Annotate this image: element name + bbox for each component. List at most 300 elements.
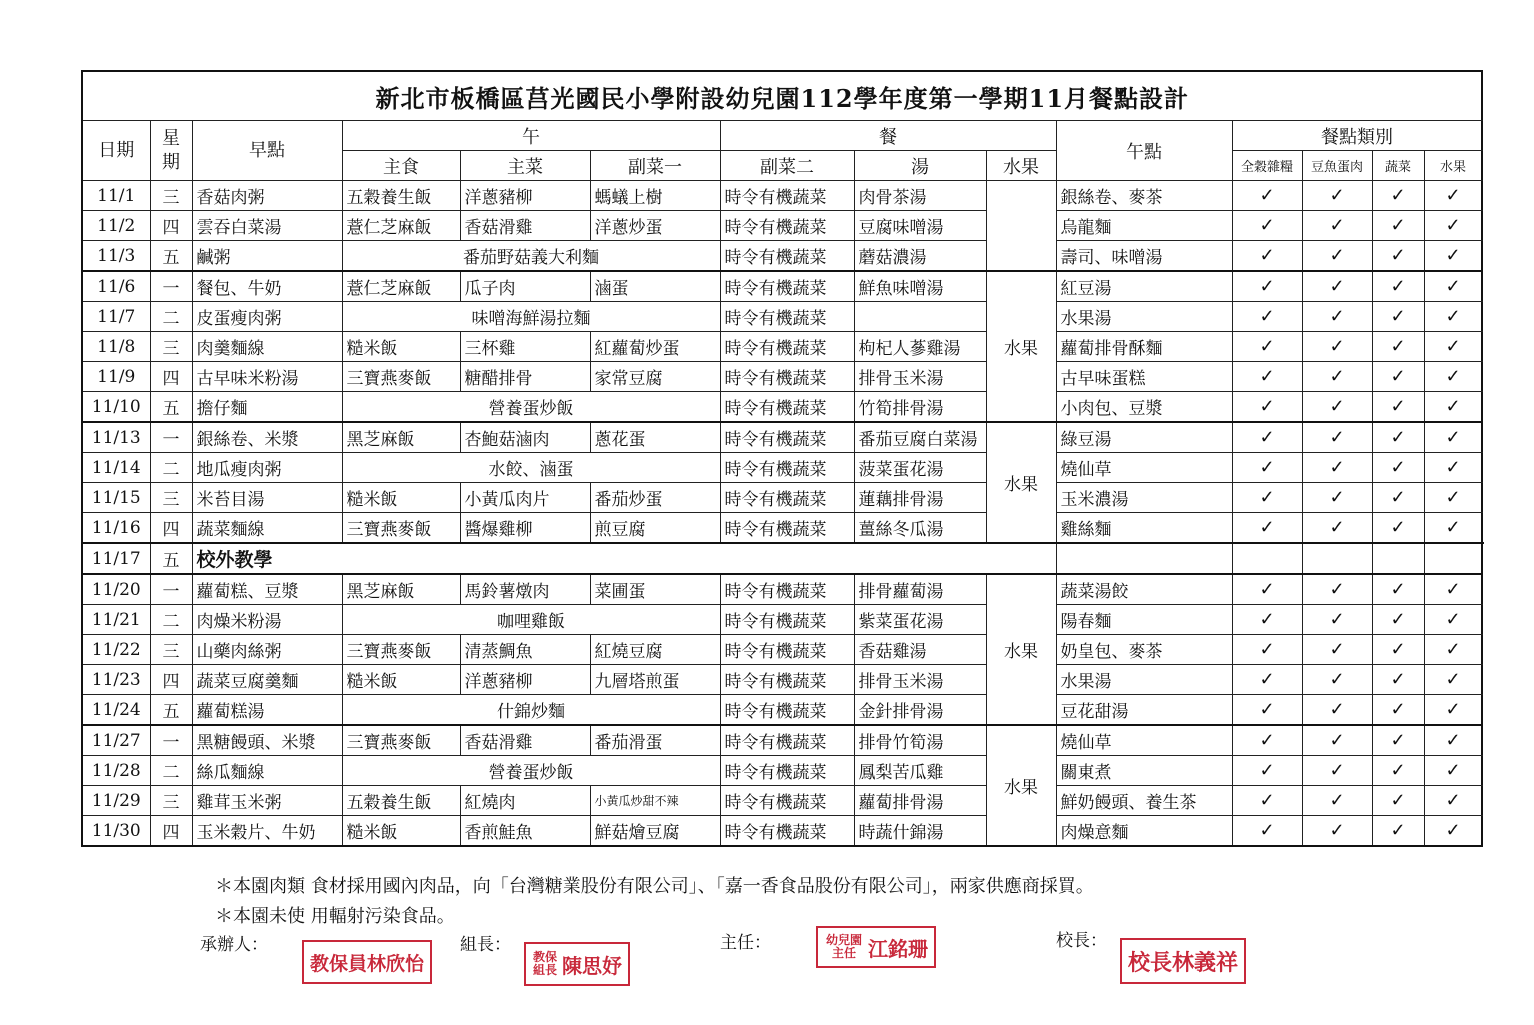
cell-soup: 蘿蔔排骨湯	[854, 786, 986, 816]
cell-staple: 三寶燕麥飯	[342, 725, 460, 756]
check-icon: ✓	[1372, 756, 1424, 786]
cell-lunch-combined: 什錦炒麵	[342, 695, 720, 726]
cell-lunch-combined: 味噌海鮮湯拉麵	[342, 302, 720, 332]
cell-staple: 三寶燕麥飯	[342, 362, 460, 392]
cell-side2: 時令有機蔬菜	[720, 635, 854, 665]
check-icon: ✓	[1232, 271, 1302, 302]
header-fruit: 水果	[986, 151, 1056, 181]
check-icon: ✓	[1232, 422, 1302, 453]
check-icon: ✓	[1302, 635, 1372, 665]
cell-side2: 時令有機蔬菜	[720, 453, 854, 483]
stamp-leader-name: 陳思妤	[562, 953, 622, 978]
cell-date: 11/8	[82, 332, 150, 362]
cell-breakfast: 玉米穀片、牛奶	[192, 816, 342, 847]
table-row	[82, 695, 1482, 726]
cell-side1: 紅燒豆腐	[590, 635, 720, 665]
stamp-director-title: 幼兒園主任	[825, 933, 862, 960]
check-icon: ✓	[1232, 181, 1302, 211]
cell-category-empty	[1424, 543, 1482, 574]
cell-snack	[1232, 543, 1302, 574]
cell-snack: 蘿蔔排骨酥麵	[1056, 332, 1232, 362]
cell-date: 11/29	[82, 786, 150, 816]
cell-side2: 時令有機蔬菜	[720, 725, 854, 756]
check-icon: ✓	[1372, 665, 1424, 695]
cell-weekday: 三	[150, 332, 192, 362]
check-icon: ✓	[1372, 241, 1424, 272]
check-icon: ✓	[1302, 786, 1372, 816]
cell-breakfast: 地瓜瘦肉粥	[192, 453, 342, 483]
check-icon: ✓	[1372, 181, 1424, 211]
cell-snack: 豆花甜湯	[1056, 695, 1232, 726]
cell-staple: 黑芝麻飯	[342, 422, 460, 453]
check-icon: ✓	[1302, 362, 1372, 392]
cell-soup: 豆腐味噌湯	[854, 211, 986, 241]
cell-lunch-combined: 咖哩雞飯	[342, 605, 720, 635]
cell-date: 11/23	[82, 665, 150, 695]
cell-soup: 枸杞人蔘雞湯	[854, 332, 986, 362]
table-row	[82, 513, 1482, 544]
cell-snack: 鮮奶饅頭、養生茶	[1056, 786, 1232, 816]
cell-breakfast: 古早味米粉湯	[192, 362, 342, 392]
cell-weekday: 五	[150, 695, 192, 726]
cell-side2: 時令有機蔬菜	[720, 665, 854, 695]
cell-lunch-combined: 營養蛋炒飯	[342, 392, 720, 423]
check-icon: ✓	[1302, 756, 1372, 786]
cell-soup: 金針排骨湯	[854, 695, 986, 726]
cell-soup: 番茄豆腐白菜湯	[854, 422, 986, 453]
menu-sheet	[81, 70, 1481, 847]
table-row	[82, 543, 1482, 574]
cell-breakfast: 蔬菜麵線	[192, 513, 342, 544]
cell-side1: 洋蔥炒蛋	[590, 211, 720, 241]
cell-staple: 薏仁芝麻飯	[342, 211, 460, 241]
cell-side2: 時令有機蔬菜	[720, 211, 854, 241]
cell-date: 11/6	[82, 271, 150, 302]
cell-side1: 九層塔煎蛋	[590, 665, 720, 695]
cell-snack: 水果湯	[1056, 302, 1232, 332]
cell-main: 醬爆雞柳	[460, 513, 590, 544]
director-label: 主任：	[720, 933, 771, 953]
cell-breakfast: 山藥肉絲粥	[192, 635, 342, 665]
handler-label: 承辦人：	[200, 935, 268, 955]
cell-weekday: 一	[150, 574, 192, 605]
header-side1: 副菜一	[590, 151, 720, 181]
cell-breakfast: 餐包、牛奶	[192, 271, 342, 302]
cell-weekday: 一	[150, 422, 192, 453]
cell-side1: 菜圃蛋	[590, 574, 720, 605]
check-icon: ✓	[1372, 453, 1424, 483]
check-icon: ✓	[1424, 241, 1482, 272]
cell-breakfast: 銀絲卷、米漿	[192, 422, 342, 453]
cell-staple: 黑芝麻飯	[342, 574, 460, 605]
cell-side2: 時令有機蔬菜	[720, 392, 854, 423]
check-icon: ✓	[1302, 605, 1372, 635]
cell-snack: 古早味蛋糕	[1056, 362, 1232, 392]
check-icon: ✓	[1232, 665, 1302, 695]
cell-weekday: 三	[150, 786, 192, 816]
check-icon: ✓	[1302, 574, 1372, 605]
check-icon: ✓	[1372, 302, 1424, 332]
cell-side2: 時令有機蔬菜	[720, 241, 854, 272]
cell-main: 香煎鮭魚	[460, 816, 590, 847]
table-row	[82, 302, 1482, 332]
header-cat-veg: 蔬菜	[1372, 151, 1424, 181]
cell-breakfast: 雲吞白菜湯	[192, 211, 342, 241]
check-icon: ✓	[1372, 635, 1424, 665]
check-icon: ✓	[1232, 483, 1302, 513]
menu-table	[81, 70, 1483, 847]
cell-side1: 煎豆腐	[590, 513, 720, 544]
header-breakfast: 早點	[192, 121, 342, 181]
table-row	[82, 362, 1482, 392]
cell-category-empty	[1302, 543, 1372, 574]
header-soup: 湯	[854, 151, 986, 181]
check-icon: ✓	[1424, 605, 1482, 635]
note-meat-source: ＊本園肉類 食材採用國內肉品，向「台灣糖業股份有限公司」、「嘉一香食品股份有限公司」，兩家供應商採買。	[215, 876, 1094, 897]
cell-weekday: 一	[150, 725, 192, 756]
check-icon: ✓	[1372, 695, 1424, 726]
check-icon: ✓	[1424, 756, 1482, 786]
check-icon: ✓	[1424, 181, 1482, 211]
cell-side2: 時令有機蔬菜	[720, 513, 854, 544]
header-lunch-right: 餐	[720, 121, 1056, 151]
cell-snack: 燒仙草	[1056, 453, 1232, 483]
cell-snack: 水果湯	[1056, 665, 1232, 695]
check-icon: ✓	[1232, 241, 1302, 272]
cell-weekday: 二	[150, 756, 192, 786]
cell-date: 11/1	[82, 181, 150, 211]
cell-side2: 時令有機蔬菜	[720, 756, 854, 786]
cell-weekday: 四	[150, 362, 192, 392]
cell-fruit: 水果	[986, 271, 1056, 422]
cell-soup	[854, 302, 986, 332]
cell-soup: 蘑菇濃湯	[854, 241, 986, 272]
menu-body	[82, 181, 1482, 847]
cell-staple: 五穀養生飯	[342, 181, 460, 211]
header-side2: 副菜二	[720, 151, 854, 181]
cell-date: 11/13	[82, 422, 150, 453]
cell-fruit	[1056, 543, 1232, 574]
cell-weekday: 三	[150, 635, 192, 665]
cell-main: 糖醋排骨	[460, 362, 590, 392]
check-icon: ✓	[1372, 392, 1424, 423]
cell-fruit: 水果	[986, 574, 1056, 725]
header-cat-grain: 全穀雜糧	[1232, 151, 1302, 181]
table-row	[82, 605, 1482, 635]
check-icon: ✓	[1302, 271, 1372, 302]
table-row	[82, 422, 1482, 453]
cell-date: 11/14	[82, 453, 150, 483]
check-icon: ✓	[1424, 786, 1482, 816]
check-icon: ✓	[1372, 574, 1424, 605]
check-icon: ✓	[1302, 241, 1372, 272]
table-row	[82, 241, 1482, 272]
check-icon: ✓	[1424, 211, 1482, 241]
stamp-director	[816, 926, 936, 968]
cell-main: 紅燒肉	[460, 786, 590, 816]
cell-main: 三杯雞	[460, 332, 590, 362]
cell-lunch-combined: 營養蛋炒飯	[342, 756, 720, 786]
cell-main: 香菇滑雞	[460, 725, 590, 756]
cell-soup: 排骨玉米湯	[854, 362, 986, 392]
header-cat-protein: 豆魚蛋肉	[1302, 151, 1372, 181]
cell-staple: 糙米飯	[342, 665, 460, 695]
cell-soup: 排骨玉米湯	[854, 665, 986, 695]
cell-breakfast: 擔仔麵	[192, 392, 342, 423]
cell-date: 11/2	[82, 211, 150, 241]
stamp-director-name: 江銘珊	[868, 936, 928, 961]
cell-staple: 薏仁芝麻飯	[342, 271, 460, 302]
header-lunch-left: 午	[342, 121, 720, 151]
header-staple: 主食	[342, 151, 460, 181]
check-icon: ✓	[1232, 362, 1302, 392]
cell-snack: 陽春麵	[1056, 605, 1232, 635]
cell-category-empty	[1372, 543, 1424, 574]
check-icon: ✓	[1232, 725, 1302, 756]
cell-weekday: 一	[150, 271, 192, 302]
check-icon: ✓	[1424, 271, 1482, 302]
table-row	[82, 725, 1482, 756]
cell-snack: 燒仙草	[1056, 725, 1232, 756]
cell-staple: 五穀養生飯	[342, 786, 460, 816]
cell-weekday: 三	[150, 483, 192, 513]
check-icon: ✓	[1372, 725, 1424, 756]
cell-side1: 滷蛋	[590, 271, 720, 302]
check-icon: ✓	[1232, 453, 1302, 483]
cell-weekday: 四	[150, 513, 192, 544]
cell-breakfast: 黑糖饅頭、米漿	[192, 725, 342, 756]
cell-lunch-combined: 番茄野菇義大利麵	[342, 241, 720, 272]
table-row	[82, 211, 1482, 241]
cell-snack: 綠豆湯	[1056, 422, 1232, 453]
cell-main: 洋蔥豬柳	[460, 665, 590, 695]
check-icon: ✓	[1232, 816, 1302, 847]
check-icon: ✓	[1302, 665, 1372, 695]
cell-side2: 時令有機蔬菜	[720, 422, 854, 453]
page-title: 新北市板橋區莒光國民小學附設幼兒園112學年度第一學期11月餐點設計	[82, 71, 1482, 121]
cell-side1: 蔥花蛋	[590, 422, 720, 453]
cell-main: 杏鮑菇滷肉	[460, 422, 590, 453]
cell-date: 11/21	[82, 605, 150, 635]
cell-snack: 蔬菜湯餃	[1056, 574, 1232, 605]
cell-side2: 時令有機蔬菜	[720, 816, 854, 847]
header-snack: 午點	[1056, 121, 1232, 181]
cell-side2: 時令有機蔬菜	[720, 574, 854, 605]
check-icon: ✓	[1424, 725, 1482, 756]
cell-soup: 紫菜蛋花湯	[854, 605, 986, 635]
cell-main: 洋蔥豬柳	[460, 181, 590, 211]
check-icon: ✓	[1372, 786, 1424, 816]
check-icon: ✓	[1302, 453, 1372, 483]
cell-side2: 時令有機蔬菜	[720, 362, 854, 392]
cell-date: 11/20	[82, 574, 150, 605]
cell-date: 11/10	[82, 392, 150, 423]
cell-breakfast: 蔬菜豆腐羹麵	[192, 665, 342, 695]
cell-staple: 糙米飯	[342, 816, 460, 847]
cell-weekday: 四	[150, 665, 192, 695]
cell-side1: 螞蟻上樹	[590, 181, 720, 211]
cell-snack: 銀絲卷、麥茶	[1056, 181, 1232, 211]
check-icon: ✓	[1424, 392, 1482, 423]
check-icon: ✓	[1424, 635, 1482, 665]
check-icon: ✓	[1424, 453, 1482, 483]
check-icon: ✓	[1424, 816, 1482, 847]
cell-date: 11/3	[82, 241, 150, 272]
cell-staple: 三寶燕麥飯	[342, 635, 460, 665]
stamp-leader-title: 教保組長	[532, 950, 557, 977]
cell-soup: 排骨竹筍湯	[854, 725, 986, 756]
cell-side2: 時令有機蔬菜	[720, 695, 854, 726]
cell-soup: 排骨蘿蔔湯	[854, 574, 986, 605]
cell-side1: 紅蘿蔔炒蛋	[590, 332, 720, 362]
cell-date: 11/27	[82, 725, 150, 756]
header-category: 餐點類別	[1232, 121, 1482, 151]
cell-staple: 三寶燕麥飯	[342, 513, 460, 544]
cell-breakfast: 蘿蔔糕、豆漿	[192, 574, 342, 605]
note-radiation: ＊本園未使 用輻射污染食品。	[215, 906, 455, 927]
check-icon: ✓	[1232, 392, 1302, 423]
cell-breakfast: 米苔目湯	[192, 483, 342, 513]
table-row	[82, 635, 1482, 665]
cell-side2: 時令有機蔬菜	[720, 181, 854, 211]
cell-weekday: 四	[150, 816, 192, 847]
cell-date: 11/22	[82, 635, 150, 665]
cell-special-event: 校外教學	[192, 543, 1056, 574]
cell-side2: 時令有機蔬菜	[720, 302, 854, 332]
check-icon: ✓	[1302, 695, 1372, 726]
cell-fruit: 水果	[986, 725, 1056, 846]
table-row	[82, 574, 1482, 605]
cell-soup: 時蔬什錦湯	[854, 816, 986, 847]
check-icon: ✓	[1232, 513, 1302, 544]
check-icon: ✓	[1302, 483, 1372, 513]
check-icon: ✓	[1302, 302, 1372, 332]
table-row	[82, 756, 1482, 786]
cell-breakfast: 肉羹麵線	[192, 332, 342, 362]
check-icon: ✓	[1302, 181, 1372, 211]
check-icon: ✓	[1372, 362, 1424, 392]
check-icon: ✓	[1424, 332, 1482, 362]
check-icon: ✓	[1232, 786, 1302, 816]
cell-snack: 玉米濃湯	[1056, 483, 1232, 513]
check-icon: ✓	[1232, 574, 1302, 605]
cell-date: 11/28	[82, 756, 150, 786]
cell-soup: 蓮藕排骨湯	[854, 483, 986, 513]
check-icon: ✓	[1372, 422, 1424, 453]
check-icon: ✓	[1372, 211, 1424, 241]
check-icon: ✓	[1232, 211, 1302, 241]
cell-snack: 壽司、味噌湯	[1056, 241, 1232, 272]
notes	[215, 872, 1094, 932]
cell-side2: 時令有機蔬菜	[720, 605, 854, 635]
cell-snack: 雞絲麵	[1056, 513, 1232, 544]
cell-main: 香菇滑雞	[460, 211, 590, 241]
check-icon: ✓	[1372, 816, 1424, 847]
leader-label: 組長：	[460, 935, 511, 955]
check-icon: ✓	[1424, 362, 1482, 392]
cell-weekday: 二	[150, 453, 192, 483]
cell-breakfast: 鹹粥	[192, 241, 342, 272]
check-icon: ✓	[1232, 605, 1302, 635]
check-icon: ✓	[1232, 635, 1302, 665]
check-icon: ✓	[1372, 271, 1424, 302]
cell-date: 11/30	[82, 816, 150, 847]
cell-fruit: 水果	[986, 422, 1056, 543]
check-icon: ✓	[1302, 725, 1372, 756]
check-icon: ✓	[1372, 605, 1424, 635]
check-icon: ✓	[1424, 302, 1482, 332]
check-icon: ✓	[1424, 665, 1482, 695]
check-icon: ✓	[1232, 695, 1302, 726]
table-row	[82, 483, 1482, 513]
cell-side2: 時令有機蔬菜	[720, 483, 854, 513]
table-row	[82, 271, 1482, 302]
cell-date: 11/16	[82, 513, 150, 544]
header-date: 日期	[82, 121, 150, 181]
cell-soup: 鮮魚味噌湯	[854, 271, 986, 302]
cell-snack: 小肉包、豆漿	[1056, 392, 1232, 423]
check-icon: ✓	[1232, 756, 1302, 786]
cell-breakfast: 肉燥米粉湯	[192, 605, 342, 635]
check-icon: ✓	[1372, 513, 1424, 544]
cell-snack: 烏龍麵	[1056, 211, 1232, 241]
check-icon: ✓	[1302, 513, 1372, 544]
cell-snack: 紅豆湯	[1056, 271, 1232, 302]
cell-breakfast: 皮蛋瘦肉粥	[192, 302, 342, 332]
cell-date: 11/15	[82, 483, 150, 513]
check-icon: ✓	[1232, 302, 1302, 332]
cell-date: 11/9	[82, 362, 150, 392]
principal-label: 校長：	[1056, 931, 1107, 951]
check-icon: ✓	[1232, 332, 1302, 362]
check-icon: ✓	[1424, 483, 1482, 513]
header-main: 主菜	[460, 151, 590, 181]
cell-soup: 竹筍排骨湯	[854, 392, 986, 423]
check-icon: ✓	[1302, 392, 1372, 423]
check-icon: ✓	[1302, 211, 1372, 241]
check-icon: ✓	[1302, 816, 1372, 847]
check-icon: ✓	[1424, 513, 1482, 544]
cell-weekday: 五	[150, 241, 192, 272]
check-icon: ✓	[1424, 695, 1482, 726]
cell-weekday: 五	[150, 392, 192, 423]
cell-side1: 番茄炒蛋	[590, 483, 720, 513]
cell-soup: 薑絲冬瓜湯	[854, 513, 986, 544]
cell-main: 瓜子肉	[460, 271, 590, 302]
cell-weekday: 二	[150, 605, 192, 635]
cell-main: 馬鈴薯燉肉	[460, 574, 590, 605]
cell-breakfast: 絲瓜麵線	[192, 756, 342, 786]
cell-soup: 肉骨茶湯	[854, 181, 986, 211]
table-row	[82, 392, 1482, 423]
cell-side1: 小黃瓜炒甜不辣	[590, 786, 720, 816]
cell-snack: 關東煮	[1056, 756, 1232, 786]
cell-weekday: 二	[150, 302, 192, 332]
cell-main: 小黃瓜肉片	[460, 483, 590, 513]
cell-snack: 奶皇包、麥茶	[1056, 635, 1232, 665]
cell-breakfast: 雞茸玉米粥	[192, 786, 342, 816]
header-weekday: 星期	[150, 121, 192, 181]
stamp-handler: 教保員林欣怡	[302, 940, 432, 984]
cell-staple: 糙米飯	[342, 332, 460, 362]
cell-side2: 時令有機蔬菜	[720, 271, 854, 302]
stamp-principal: 校長林義祥	[1120, 938, 1246, 984]
table-row	[82, 453, 1482, 483]
cell-soup: 菠菜蛋花湯	[854, 453, 986, 483]
check-icon: ✓	[1372, 483, 1424, 513]
cell-main: 清蒸鯛魚	[460, 635, 590, 665]
cell-fruit	[986, 181, 1056, 272]
